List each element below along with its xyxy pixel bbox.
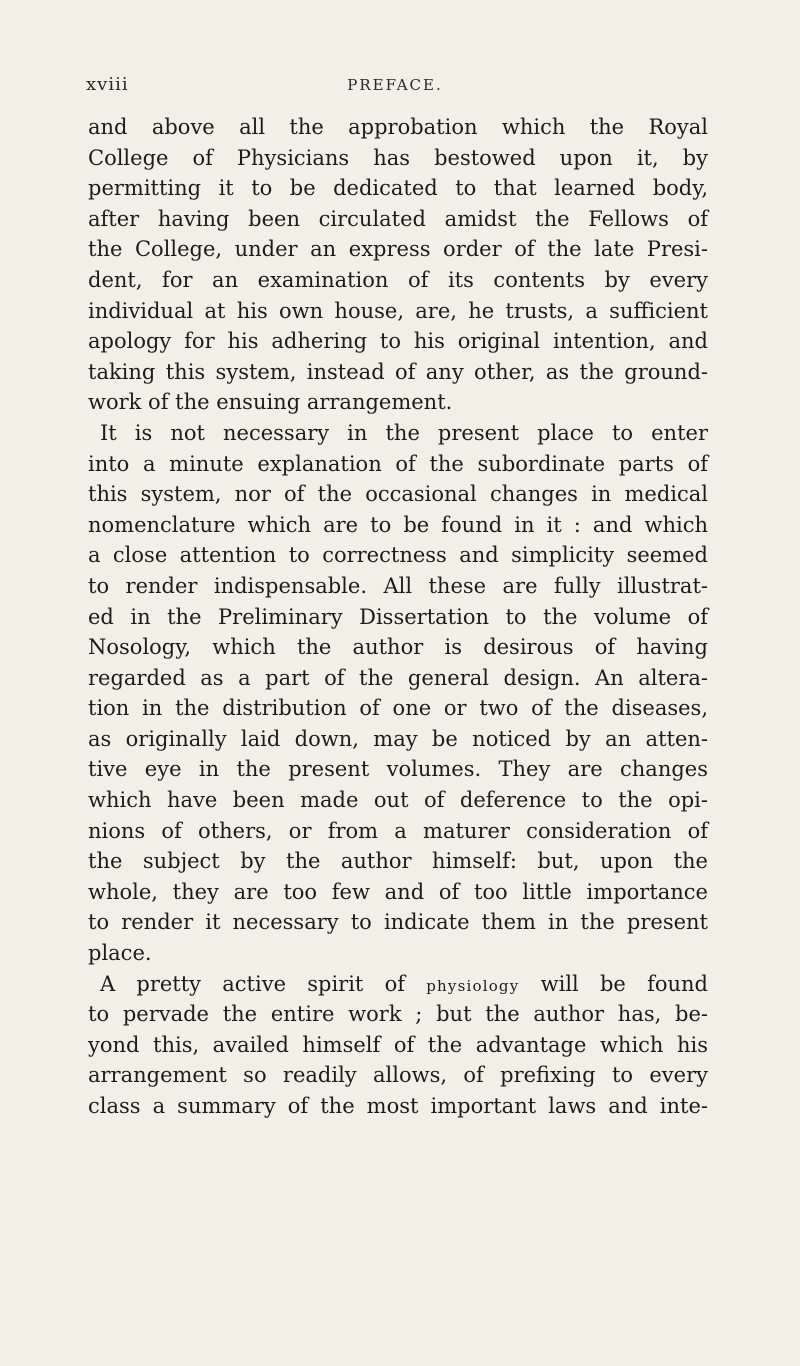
text-line: nions of others, or from a maturer consideration of	[88, 818, 708, 843]
text-line: yond this, availed himself of the advantage which his	[88, 1032, 708, 1057]
text-line: regarded as a part of the general design. An altera-	[88, 665, 708, 690]
text-line: ed in the Preliminary Dissertation to the volume of	[88, 604, 708, 629]
text-line: to render it necessary to indicate them in the present	[88, 910, 708, 935]
text-line: permitting it to be dedicated to that learned body,	[88, 176, 708, 201]
text-line: this system, nor of the occasional changes in medical	[88, 482, 708, 507]
text-line: nomenclature which are to be found in it : and which	[88, 512, 708, 537]
text-line: College of Physicians has bestowed upon it, by	[88, 145, 708, 170]
text-line: to pervade the entire work ; but the author has, be-	[88, 1002, 708, 1027]
text-line: taking this system, instead of any other, as the ground-	[88, 359, 708, 384]
text-line: individual at his own house, are, he trusts, a sufficient	[88, 298, 708, 323]
text-line: work of the ensuing arrangement.	[88, 390, 453, 415]
text-line: tion in the distribution of one or two of the diseases,	[88, 696, 708, 721]
text-line: to render indispensable. All these are fully illustrat-	[88, 573, 708, 598]
text-line: It is not necessary in the present place to enter	[100, 420, 708, 445]
text-line: class a summary of the most important laws and inte-	[88, 1094, 708, 1118]
text-line: whole, they are too few and of too little importance	[88, 879, 708, 904]
text-line: which have been made out of deference to the opi-	[88, 788, 708, 813]
text-line: apology for his adhering to his original intention, and	[88, 329, 708, 354]
text-line: tive eye in the present volumes. They are changes	[88, 757, 708, 782]
body-text	[88, 112, 708, 1122]
text-line: the subject by the author himself: but, upon the	[88, 849, 708, 874]
text-line: a close attention to correctness and simplicity seemed	[88, 543, 708, 568]
text-line: Nosology, which the author is desirous of having	[88, 635, 708, 660]
text-line: and above all the approbation which the Royal	[88, 115, 708, 139]
text-line: place.	[88, 941, 152, 966]
page-number: xviii	[86, 74, 129, 95]
running-head	[78, 70, 712, 100]
text-line: the College, under an express order of the late Presi-	[88, 237, 708, 262]
text-line: arrangement so readily allows, of prefixing to every	[88, 1063, 708, 1088]
text-line: as originally laid down, may be noticed by an atten-	[88, 726, 708, 751]
text-line-with-small-caps	[88, 969, 708, 1000]
small-caps-physiology: physiology	[426, 976, 520, 995]
running-title: PREFACE.	[347, 76, 443, 94]
text-line-end: will be found	[519, 971, 708, 996]
text-line: dent, for an examination of its contents by every	[88, 267, 708, 292]
text-line: into a minute explanation of the subordinate parts of	[88, 451, 708, 476]
text-line: after having been circulated amidst the Fellows of	[88, 206, 708, 231]
text-line-start: A pretty active spirit of	[100, 971, 427, 996]
